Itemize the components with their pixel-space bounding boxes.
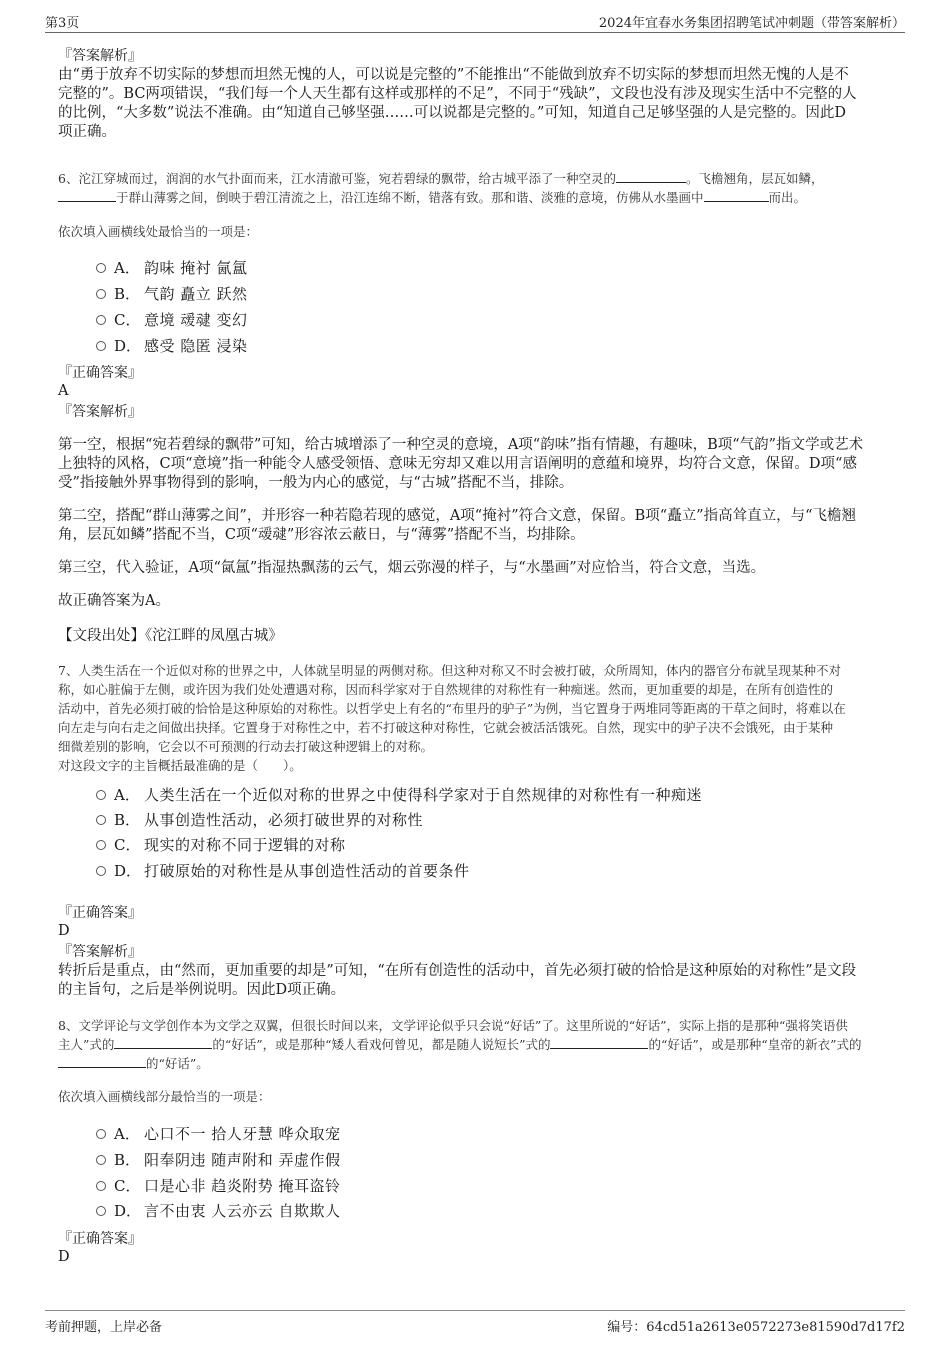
prev-analysis-line: 完整的”。BC两项错误，“我们每一个人天生都有这样或那样的不足”，不同于“残缺”，文段也没有涉及现实生活中不完整的人 (58, 86, 857, 102)
q6-source: 【文段出处】《沱江畔的凤凰古城》 (58, 628, 283, 644)
q6-stem-line-2 (58, 188, 918, 207)
q6-analysis-para-3: 第三空，代入验证，A项“氤氲”指湿热飘荡的云气，烟云弥漫的样子，与“水墨画”对应恰当，符合文意，当选。 (58, 560, 766, 576)
page-number: 第3页 (45, 16, 80, 31)
option-text: 韵味 掩衬 氤氲 (144, 259, 248, 277)
q6-option-a[interactable] (96, 259, 248, 277)
footer-slogan: 考前押题，上岸必备 (45, 1320, 163, 1335)
radio-icon[interactable] (96, 1129, 106, 1139)
q6-text: 于群山薄雾之间，倒映于碧江清流之上，沿江连绵不断，错落有致。那和谐、淡雅的意境，仿佛从水墨画中 (116, 190, 704, 205)
option-key: B． (114, 811, 141, 829)
option-key: C． (114, 836, 141, 854)
radio-icon[interactable] (96, 315, 106, 325)
q7-stem-line: 活动中，首先必须打破的恰恰是这种原始的对称性。以哲学史上有名的“布里丹的驴子”为例，当它置身于两堆同等距离的干草之间时，将难以在 (58, 701, 846, 716)
option-text: 现实的对称不同于逻辑的对称 (144, 836, 346, 854)
q6-option-c[interactable] (96, 311, 248, 329)
analysis-line: 的主旨句，之后是举例说明。因此D项正确。 (58, 982, 346, 998)
q8-blank-2 (550, 1036, 648, 1049)
header-divider (45, 32, 905, 33)
option-key: C． (114, 1177, 141, 1195)
q6-answer: A (58, 383, 69, 399)
q7-stem (58, 661, 918, 775)
q8-blank-3 (58, 1055, 146, 1068)
radio-icon[interactable] (96, 815, 106, 825)
q7-stem-line: 细微差别的影响，它会以不可预测的行动去打破这种逻辑上的对称。 (58, 739, 434, 754)
q8-stem (58, 1016, 918, 1073)
analysis-line: 转折后是重点，由“然而，更加重要的却是”可知，“在所有创造性的活动中，首先必须打破的恰恰是这种原始的对称性”是文段 (58, 963, 857, 979)
option-key: D． (114, 1202, 142, 1220)
option-text: 打破原始的对称性是从事创造性活动的首要条件 (144, 862, 470, 880)
q6-analysis-para-2 (58, 507, 908, 545)
q8-prompt: 依次填入画横线部分最恰当的一项是： (58, 1089, 271, 1104)
q6-text: 6、沱江穿城而过，润润的水气扑面而来，江水清澈可鉴，宛若碧绿的飘带，给古城平添了一种空灵的 (58, 171, 616, 186)
q7-option-b[interactable] (96, 811, 423, 829)
q7-answer: D (58, 923, 70, 939)
prev-analysis-line: 的比例，“大多数”说法不准确。由“知道自己够坚强……可以说都是完整的。”可知，知道自己足够坚强的人是完整的。因此D (58, 105, 847, 121)
q8-stem-line (58, 1035, 918, 1054)
q6-stem (58, 169, 918, 207)
option-key: A． (114, 259, 140, 277)
analysis-line: 第一空，根据“宛若碧绿的飘带”可知，给古城增添了一种空灵的意境，A项“韵味”指有情趣，有趣味，B项“气韵”指文学或艺术 (58, 437, 864, 453)
q8-text: 的“好话”，或是那种“皇帝的新衣”式的 (648, 1037, 862, 1052)
document-title: 2024年宜春水务集团招聘笔试冲刺题（带答案解析） (598, 16, 905, 31)
q8-blank-1 (114, 1036, 212, 1049)
prev-analysis (58, 66, 908, 142)
option-text: 感受 隐匿 浸染 (144, 337, 248, 355)
q8-stem-line (58, 1054, 918, 1073)
q6-blank-1 (616, 170, 686, 183)
q8-text: 的“好话”，或是那种“矮人看戏何曾见，都是随人说短长”式的 (212, 1037, 551, 1052)
option-text: 气韵 矗立 跃然 (144, 285, 248, 303)
q8-answer-label: 『正确答案』 (58, 1231, 142, 1247)
radio-icon[interactable] (96, 1206, 106, 1216)
analysis-line: 角，层瓦如鳞”搭配不当，C项“叆叇”形容浓云蔽日，与“薄雾”搭配不当，均排除。 (58, 527, 585, 543)
option-key: D． (114, 862, 142, 880)
q8-option-d[interactable] (96, 1202, 341, 1220)
option-text: 阳奉阴违 随声附和 弄虚作假 (144, 1151, 341, 1169)
q7-option-a[interactable] (96, 786, 702, 804)
q7-analysis-label: 『答案解析』 (58, 944, 142, 960)
prev-analysis-line: 项正确。 (58, 124, 116, 140)
q6-prompt: 依次填入画横线处最恰当的一项是： (58, 224, 259, 239)
option-key: B． (114, 1151, 141, 1169)
radio-icon[interactable] (96, 840, 106, 850)
q6-stem-line-1 (58, 169, 918, 188)
q8-stem-line: 8、文学评论与文学创作本为文学之双翼，但很长时间以来，文学评论似乎只会说“好话”了。这里所说的“好话”，实际上指的是那种“强将笑语供 (58, 1018, 848, 1033)
q6-analysis-label: 『答案解析』 (58, 404, 142, 420)
q7-option-c[interactable] (96, 836, 346, 854)
analysis-line: 第二空，搭配“群山薄雾之间”，并形容一种若隐若现的感觉，A项“掩衬”符合文意，保留。B项“矗立”指高耸直立，与“飞檐翘 (58, 508, 857, 524)
q6-blank-2 (58, 189, 116, 202)
q8-option-a[interactable] (96, 1125, 341, 1143)
q8-option-c[interactable] (96, 1177, 341, 1195)
q6-analysis-para-4: 故正确答案为A。 (58, 593, 170, 609)
q6-text: 。飞檐翘角，层瓦如鳞， (685, 171, 824, 186)
q7-analysis (58, 962, 908, 1000)
q7-stem-line: 7、人类生活在一个近似对称的世界之中，人体就呈明显的两侧对称。但这种对称又不时会被打破，众所周知，体内的器官分布就呈现某种不对 (58, 663, 841, 678)
q8-option-b[interactable] (96, 1151, 341, 1169)
q6-text: 而出。 (768, 190, 807, 205)
option-text: 心口不一 拾人牙慧 哗众取宠 (144, 1125, 341, 1143)
option-text: 人类生活在一个近似对称的世界之中使得科学家对于自然规律的对称性有一种痴迷 (144, 786, 703, 804)
radio-icon[interactable] (96, 341, 106, 351)
radio-icon[interactable] (96, 263, 106, 273)
option-text: 言不由衷 人云亦云 自欺欺人 (144, 1202, 341, 1220)
q8-answer: D (58, 1249, 70, 1265)
radio-icon[interactable] (96, 1155, 106, 1165)
q7-option-d[interactable] (96, 862, 470, 880)
option-key: C． (114, 311, 141, 329)
q7-stem-line: 向左走与向右走之间做出抉择。它置身于对称性之中，若不打破这种对称性，它就会被活活饿死。自然，现实中的驴子决不会饿死，由于某种 (58, 720, 834, 735)
option-text: 意境 叆叇 变幻 (144, 311, 248, 329)
radio-icon[interactable] (96, 790, 106, 800)
radio-icon[interactable] (96, 1181, 106, 1191)
document-id: 编号：64cd51a2613e0572273e81590d7d17f2 (607, 1320, 905, 1335)
radio-icon[interactable] (96, 866, 106, 876)
option-key: B． (114, 285, 141, 303)
prev-analysis-label: 『答案解析』 (58, 48, 142, 64)
option-text: 口是心非 趋炎附势 掩耳盗铃 (144, 1177, 341, 1195)
option-text: 从事创造性活动，必须打破世界的对称性 (144, 811, 424, 829)
radio-icon[interactable] (96, 289, 106, 299)
option-key: A． (114, 1125, 140, 1143)
option-key: D． (114, 337, 142, 355)
q6-analysis-para-1 (58, 436, 908, 493)
q7-stem-line: 称，如心脏偏于左侧，或许因为我们处处遭遇对称，因而科学家对于自然规律的对称性有一种痴迷。然而，更加重要的却是，在所有创造性的 (58, 682, 834, 697)
q8-text: 主人”式的 (58, 1037, 115, 1052)
footer-divider (45, 1310, 905, 1311)
q6-answer-label: 『正确答案』 (58, 365, 142, 381)
q6-option-d[interactable] (96, 337, 248, 355)
q6-blank-3 (704, 189, 769, 202)
analysis-line: 受”指接触外界事物得到的影响，一般为内心的感觉，与“古城”搭配不当，排除。 (58, 475, 574, 491)
q7-stem-line: 对这段文字的主旨概括最准确的是（ ）。 (58, 758, 302, 773)
q7-answer-label: 『正确答案』 (58, 905, 142, 921)
analysis-line: 上独特的风格，C项“意境”指一种能令人感受领悟、意味无穷却又难以用言语阐明的意蕴和境界，均符合文意，保留。D项“感 (58, 456, 857, 472)
q6-option-b[interactable] (96, 285, 248, 303)
prev-analysis-line: 由“勇于放弃不切实际的梦想而坦然无愧的人，可以说是完整的”不能推出“不能做到放弃不切实际的梦想而坦然无愧的人是不 (58, 67, 849, 83)
option-key: A． (114, 786, 140, 804)
q8-text: 的“好话”。 (146, 1056, 209, 1071)
